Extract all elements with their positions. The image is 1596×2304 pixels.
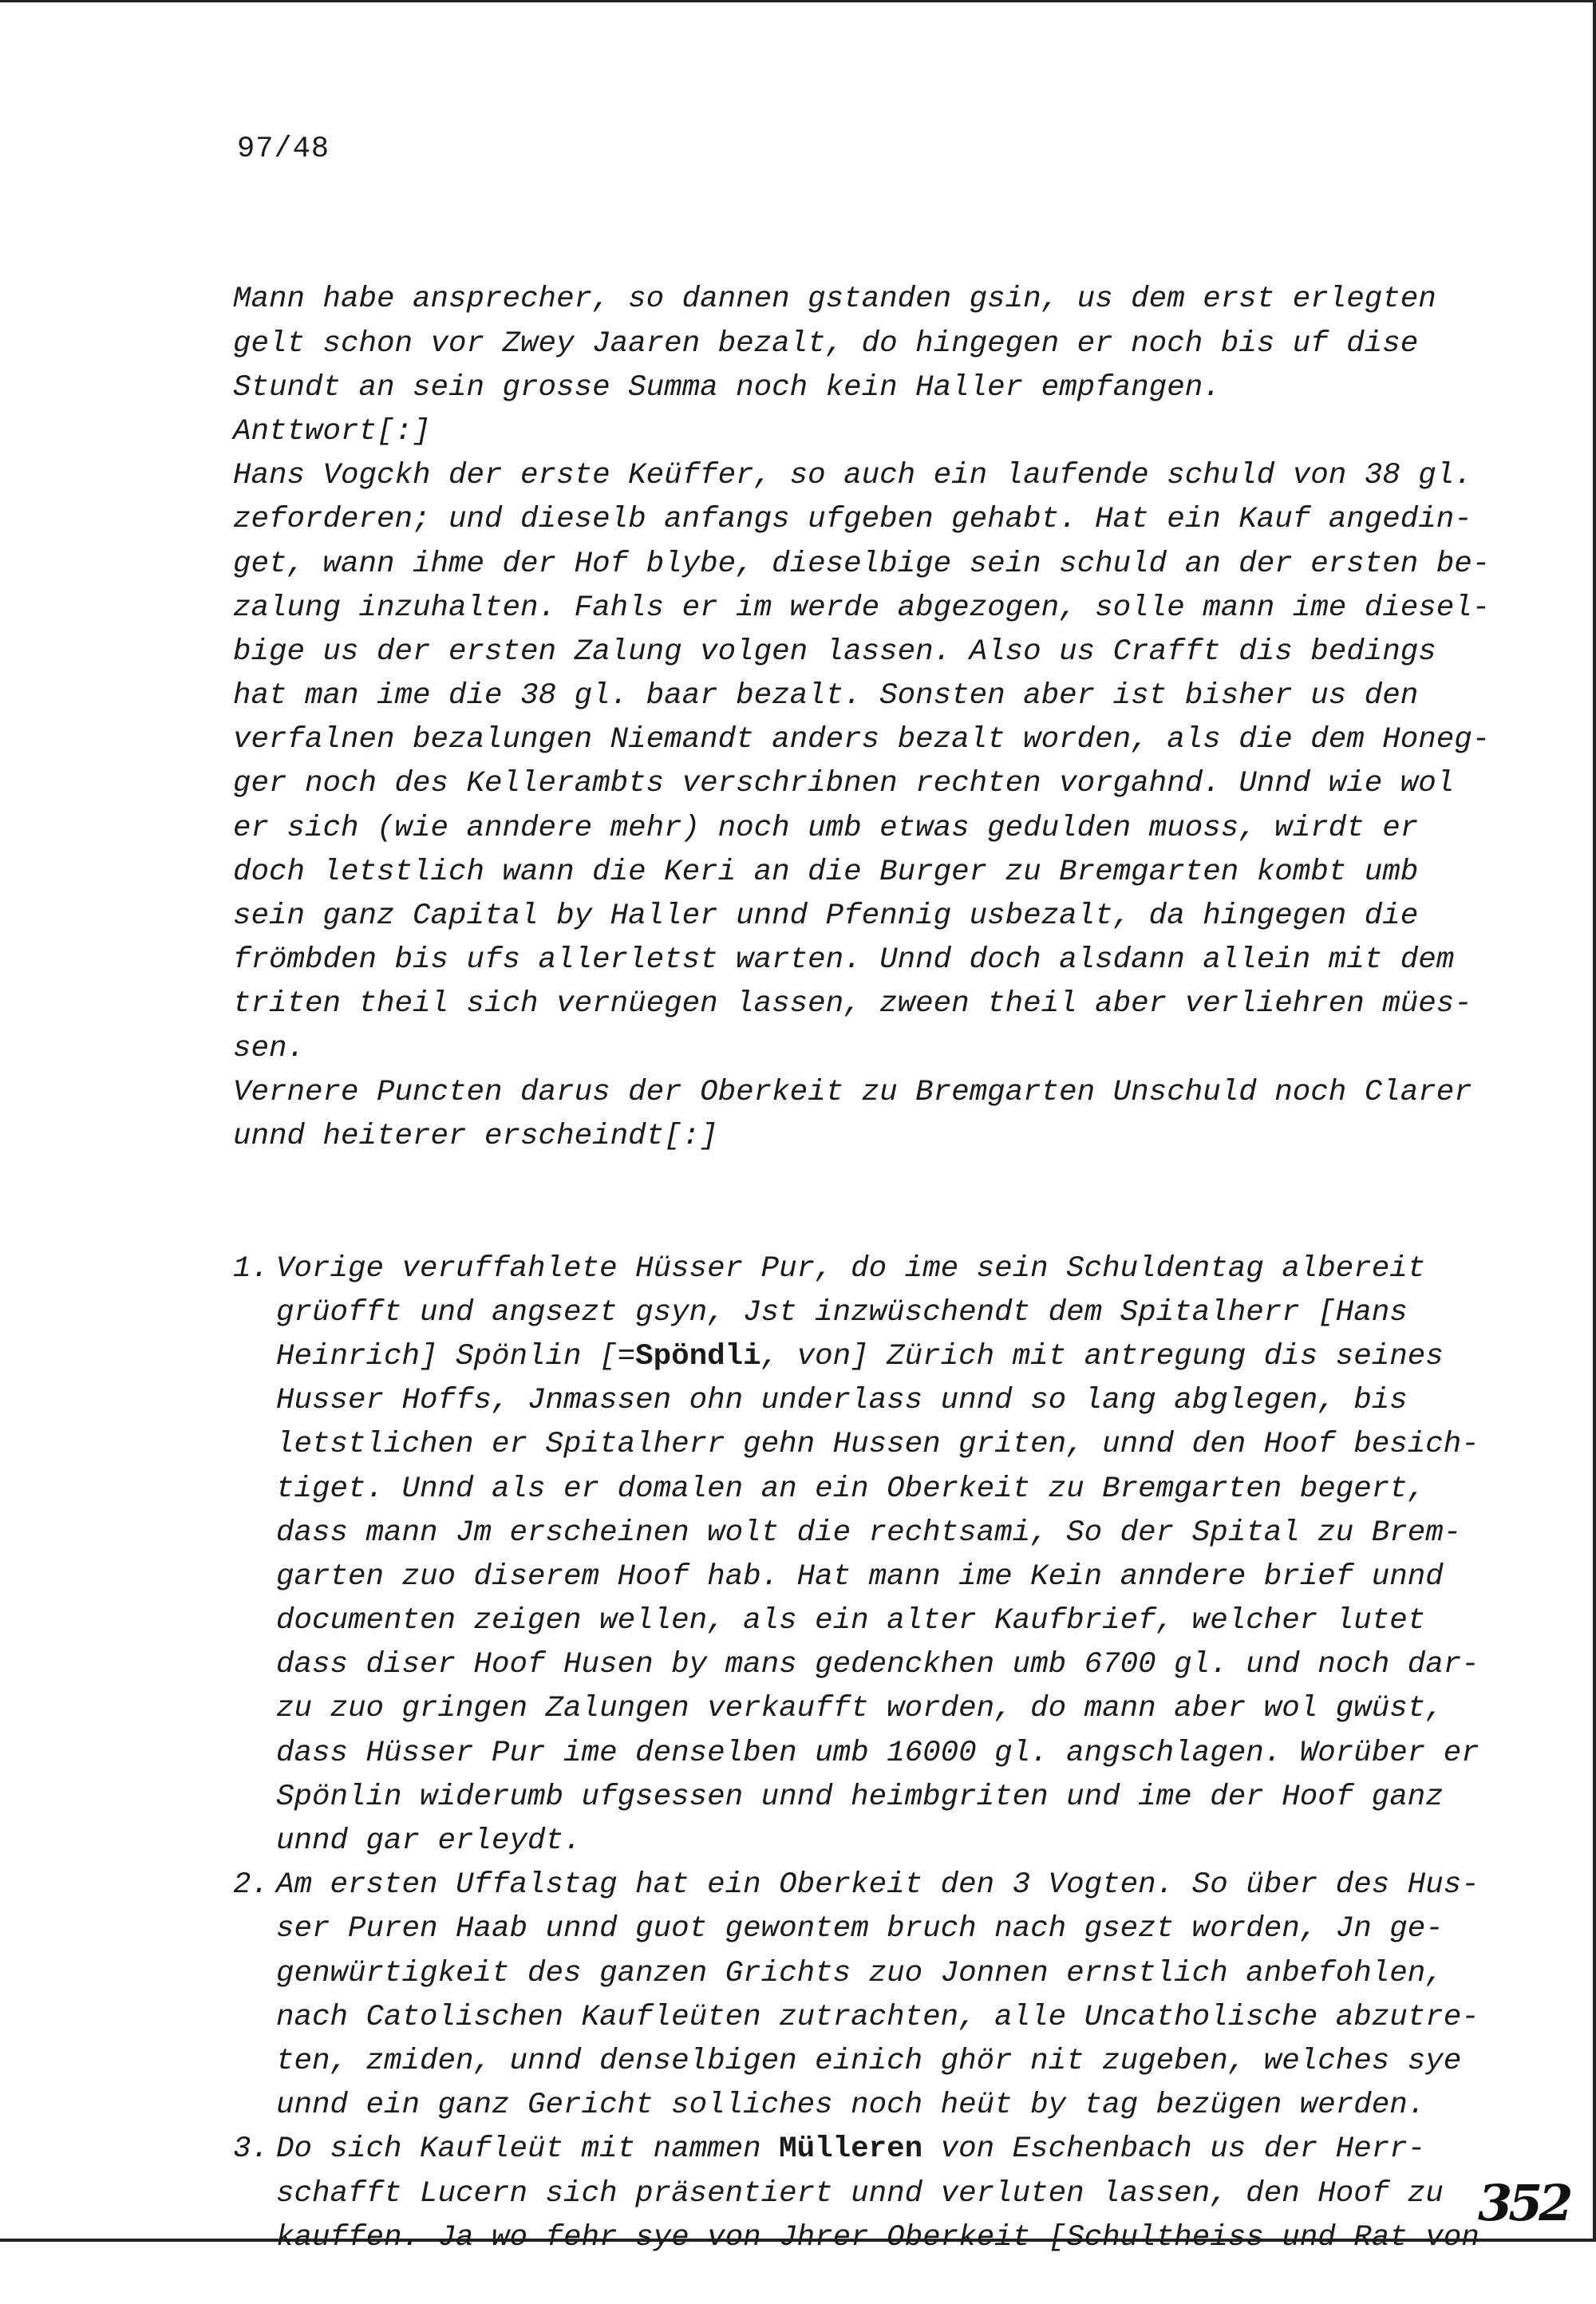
list-item — [233, 1247, 1478, 1864]
text-line: dass mann Jm erscheinen wolt die rechtsami, So der Spital zu Brem- — [276, 1516, 1462, 1550]
text-line: zalung inzuhalten. Fahls er im werde abgezogen, solle mann ime diesel- — [233, 591, 1491, 625]
paragraph — [233, 454, 1491, 1071]
text-line: Vorige veruffahlete Hüsser Pur, do ime sein Schuldentag albereit — [276, 1251, 1426, 1286]
text-segment: von Eschenbach us der Herr- — [922, 2132, 1426, 2167]
scan-border-right — [1593, 0, 1596, 2242]
page-reference: 97/48 — [237, 132, 330, 166]
text-line: grüofft und angsezt gsyn, Jst inzwüschendt dem Spitalherr [Hans — [276, 1295, 1408, 1330]
text-line: Anttwort[:] — [233, 414, 431, 449]
text-segment: , von] Zürich mit antregung dis seines — [760, 1339, 1444, 1373]
text-line: documenten zeigen wellen, als ein alter Kaufbrief, welcher lutet — [276, 1604, 1426, 1638]
text-line: unnd ein ganz Gericht solliches noch heüt by tag bezügen werden. — [276, 2089, 1426, 2123]
text-line: ten, zmiden, unnd denselbigen einich ghör nit zugeben, welches sye — [276, 2044, 1462, 2078]
text-line: doch letstlich wann die Keri an die Burger zu Bremgarten kombt umb — [233, 855, 1419, 889]
numbered-list — [233, 1247, 1478, 2260]
text-line: verfalnen bezalungen Niemandt anders bezalt worden, als die dem Honeg- — [233, 723, 1491, 757]
scan-border-top — [0, 0, 1596, 2]
text-line: Stundt an sein grosse Summa noch kein Haller empfangen. — [233, 370, 1221, 405]
text-line: sen. — [233, 1031, 306, 1065]
text-line: Am ersten Uffalstag hat ein Oberkeit den 3 Vogten. So über des Hus- — [276, 1868, 1479, 1903]
text-line: genwürtigkeit des ganzen Grichts zuo Jonnen ernstlich anbefohlen, — [276, 1956, 1444, 1990]
text-line: ger noch des Kellerambts verschribnen rechten vorgahnd. Unnd wie wol — [233, 767, 1455, 801]
paragraph — [233, 410, 1478, 454]
text-line: unnd heiterer erscheindt[:] — [233, 1119, 718, 1153]
text-line: er sich (wie anndere mehr) noch umb etwas gedulden muoss, wirdt er — [233, 811, 1419, 845]
list-item-number: 1. — [233, 1251, 270, 1286]
text-line: garten zuo diserem Hoof hab. Hat mann ime Kein anndere brief unnd — [276, 1559, 1444, 1594]
text-line: Vernere Puncten darus der Oberkeit zu Bremgarten Unschuld noch Clarer — [233, 1075, 1472, 1109]
text-line: Hans Vogckh der erste Keüffer, so auch ein laufende schuld von 38 gl. — [233, 459, 1472, 493]
text-line: dass Hüsser Pur ime denselben umb 16000 gl. angschlagen. Worüber er — [276, 1736, 1479, 1770]
list-item-body — [276, 1247, 1478, 1864]
text-line: hat man ime die 38 gl. baar bezalt. Sonsten aber ist bisher us den — [233, 679, 1419, 713]
paragraph-group — [233, 278, 1491, 1159]
text-segment: Do sich Kaufleüt mit nammen — [276, 2132, 780, 2167]
text-line: schafft Lucern sich präsentiert unnd verluten lassen, den Hoof zu — [276, 2176, 1444, 2211]
text-line: Mann habe ansprecher, so dannen gstanden gsin, us dem erst erlegten — [233, 283, 1436, 317]
list-item — [233, 1863, 1478, 2128]
text-line: bige us der ersten Zalung volgen lassen. Also us Crafft dis bedings — [233, 634, 1436, 669]
text-line: get, wann ihme der Hof blybe, dieselbige sein schuld an der ersten be- — [233, 547, 1491, 581]
text-line: gelt schon vor Zwey Jaaren bezalt, do hingegen er noch bis uf dise — [233, 326, 1419, 361]
text-line — [276, 1335, 1478, 1379]
text-line: letstlichen er Spitalherr gehn Hussen griten, unnd den Hoof besich- — [276, 1428, 1479, 1462]
document-body — [233, 190, 1491, 2304]
paragraph — [233, 1071, 1478, 1159]
text-line — [276, 2128, 1478, 2172]
text-line: tiget. Unnd als er domalen an ein Oberkeit zu Bremgarten begert, — [276, 1472, 1426, 1506]
text-line: unnd gar erleydt. — [276, 1824, 582, 1858]
list-item-number: 3. — [233, 2132, 270, 2167]
list-item-body — [276, 1863, 1478, 2128]
highlighted-name: Spöndli — [635, 1339, 761, 1373]
text-line: triten theil sich vernüegen lassen, zween theil aber verliehren mües- — [233, 987, 1472, 1022]
highlighted-name: Mülleren — [779, 2132, 923, 2167]
text-line: ser Puren Haab unnd guot gewontem bruch nach gsezt worden, Jn ge- — [276, 1912, 1444, 1946]
text-segment: Heinrich] Spönlin [= — [276, 1339, 636, 1373]
list-item — [233, 2128, 1478, 2260]
text-line: nach Catolischen Kaufleüten zutrachten, alle Uncatholische abzutre- — [276, 2000, 1479, 2034]
list-item-number: 2. — [233, 1868, 270, 1903]
folio-number: 352 — [1478, 2174, 1570, 2232]
text-line: zu zuo gringen Zalungen verkaufft worden, do mann aber wol gwüst, — [276, 1692, 1444, 1726]
text-line: Husser Hoffs, Jnmassen ohn underlass unnd so lang abglegen, bis — [276, 1384, 1408, 1418]
text-line: frömbden bis ufs allerletst warten. Unnd doch alsdann allein mit dem — [233, 943, 1455, 978]
list-item-body — [276, 2128, 1478, 2260]
text-line: dass diser Hoof Husen by mans gedenckhen umb 6700 gl. und noch dar- — [276, 1648, 1479, 1682]
text-line: kauffen. Ja wo fehr sye von Jhrer Oberkeit [Schultheiss und Rat von — [276, 2220, 1479, 2255]
paragraph — [233, 278, 1478, 410]
text-line: zeforderen; und dieselb anfangs ufgeben gehabt. Hat ein Kauf angedin- — [233, 503, 1472, 537]
text-line: sein ganz Capital by Haller unnd Pfennig usbezalt, da hingegen die — [233, 899, 1419, 934]
text-line: Spönlin widerumb ufgsessen unnd heimbgriten und ime der Hoof ganz — [276, 1780, 1444, 1814]
